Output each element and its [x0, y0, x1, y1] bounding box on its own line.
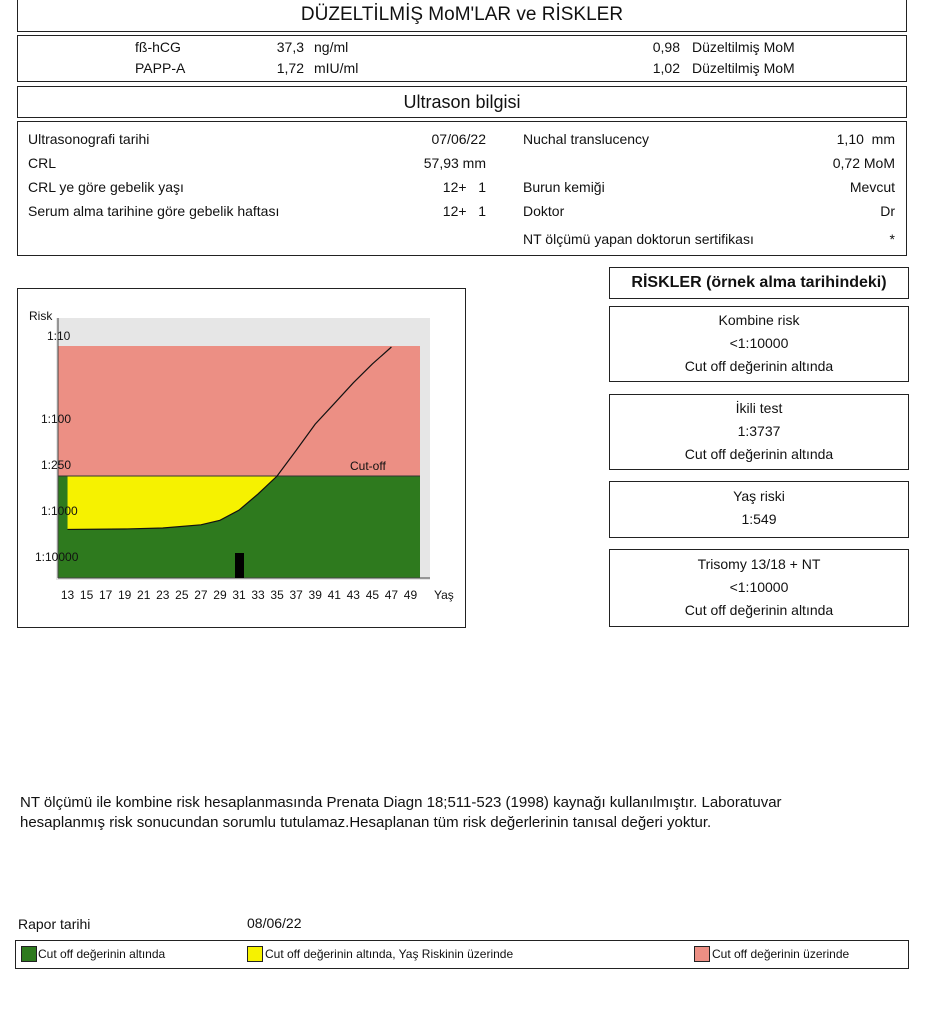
marker-mom-label: Düzeltilmiş MoM	[692, 39, 795, 55]
risks-title: RİSKLER (örnek alma tarihindeki)	[631, 274, 887, 291]
risk-name: Yaş riski	[733, 488, 785, 504]
x-tick-label: 19	[118, 588, 132, 602]
markers-panel	[17, 35, 907, 82]
report-date: 08/06/22	[247, 915, 302, 931]
risk-name: İkili test	[735, 400, 783, 416]
x-tick-label: 23	[156, 588, 170, 602]
us-value-certificate: *	[889, 231, 895, 247]
age-risk-chart	[18, 289, 464, 626]
us-label-certificate: NT ölçümü yapan doktorun sertifikası	[523, 231, 754, 247]
x-tick-label: 13	[60, 588, 75, 602]
us-label-nasal-bone: Burun kemiği	[523, 179, 605, 195]
risk-status: Cut off değerinin altında	[684, 358, 834, 374]
risk-value: 1:549	[741, 511, 777, 527]
risks-title-box	[609, 267, 909, 299]
x-tick-label: 33	[251, 588, 265, 602]
risk-value: 1:3737	[737, 423, 781, 439]
risk-card-double-test	[609, 394, 909, 470]
us-label-doctor: Doktor	[523, 203, 565, 219]
y-tick-label: 1:1000	[41, 504, 78, 518]
risk-value: <1:10000	[729, 335, 789, 351]
y-tick-label: 1:100	[41, 412, 72, 426]
marker-name: PAPP-A	[135, 60, 186, 76]
risk-name: Kombine risk	[718, 312, 800, 328]
risk-status: Cut off değerinin altında	[684, 446, 834, 462]
risk-card-combined	[609, 306, 909, 382]
ultrasound-title: Ultrason bilgisi	[403, 92, 521, 112]
y-tick-label: 1:10	[47, 329, 71, 343]
x-tick-label: 31	[232, 588, 246, 602]
risk-name: Trisomy 13/18 + NT	[697, 556, 821, 572]
us-value-nt: 1,10 mm	[836, 131, 895, 147]
x-tick-label: 39	[308, 588, 322, 602]
x-tick-label: 45	[365, 588, 380, 602]
us-label-ga-serum: Serum alma tarihine göre gebelik haftası	[28, 203, 280, 219]
cutoff-label: Cut-off	[350, 459, 386, 473]
age-risk-chart-panel	[17, 288, 466, 628]
legend-label: Cut off değerinin altında	[38, 947, 166, 961]
us-value-crl: 57,93 mm	[423, 155, 486, 171]
x-tick-label: 29	[213, 588, 227, 602]
marker-name: fß-hCG	[135, 39, 181, 55]
marker-mom: 0,98	[652, 39, 680, 55]
y-axis-label: Risk	[29, 309, 53, 323]
x-tick-label: 41	[327, 588, 341, 602]
x-tick-label: 37	[289, 588, 303, 602]
legend-swatch-green	[21, 946, 37, 962]
marker-value: 1,72	[276, 60, 304, 76]
x-tick-label: 21	[137, 588, 151, 602]
marker-mom: 1,02	[652, 60, 680, 76]
risk-card-age	[609, 481, 909, 538]
y-tick-label: 1:250	[41, 458, 72, 472]
x-tick-label: 43	[346, 588, 360, 602]
us-value-ga-crl: 12+ 1	[442, 179, 486, 195]
x-tick-label: 25	[175, 588, 189, 602]
x-tick-label: 35	[270, 588, 284, 602]
x-tick-label: 15	[79, 588, 94, 602]
marker-unit: ng/ml	[314, 39, 349, 55]
x-tick-label: 47	[384, 588, 399, 602]
risk-card-trisomy	[609, 549, 909, 627]
us-label-crl: CRL	[28, 155, 57, 171]
red-zone	[58, 346, 420, 476]
legend-label: Cut off değerinin altında, Yaş Riskinin üzerinde	[265, 947, 514, 961]
marker-mom-label: Düzeltilmiş MoM	[692, 60, 795, 76]
legend-swatch-red	[694, 946, 710, 962]
color-legend	[15, 940, 909, 969]
legend-label: Cut off değerinin üzerinde	[712, 947, 850, 961]
y-tick-label: 1:10000	[35, 550, 79, 564]
patient-marker	[235, 553, 244, 578]
ultrasound-panel	[17, 121, 907, 256]
x-tick-label: 49	[403, 588, 418, 602]
us-label-date: Ultrasonografi tarihi	[28, 131, 150, 147]
report-date-label: Rapor tarihi	[18, 916, 91, 932]
us-label-nt: Nuchal translucency	[523, 131, 650, 147]
marker-unit: mIU/ml	[314, 60, 359, 76]
ultrasound-title-box	[17, 86, 907, 118]
us-value-nt-mom: 0,72 MoM	[832, 155, 895, 171]
risk-value: <1:10000	[729, 579, 789, 595]
us-value-nasal-bone: Mevcut	[849, 179, 895, 195]
x-tick-label: 27	[194, 588, 208, 602]
disclaimer-note	[20, 793, 870, 833]
marker-value: 37,3	[276, 39, 304, 55]
us-value-doctor: Dr	[880, 203, 895, 219]
x-tick-label: 17	[98, 588, 113, 602]
us-label-ga-crl: CRL ye göre gebelik yaşı	[28, 179, 184, 195]
us-value-date: 07/06/22	[431, 131, 486, 147]
risk-status: Cut off değerinin altında	[684, 602, 834, 618]
page-title-box	[17, 0, 907, 32]
x-axis-label: Yaş	[434, 588, 454, 602]
us-value-ga-serum: 12+ 1	[442, 203, 486, 219]
legend-swatch-yellow	[247, 946, 263, 962]
disclaimer-text: NT ölçümü ile kombine risk hesaplanmasında Prenata Diagn 18;511-523 (1998) kaynağı kullanılmıştır. Laboratuvar hesaplanmış risk sonucundan sorumlu tutulamaz.Hesaplanan tüm risk değerlerinin tanısal değeri yoktur.	[20, 794, 782, 831]
page-title: DÜZELTİLMİŞ MoM'LAR ve RİSKLER	[300, 4, 624, 25]
